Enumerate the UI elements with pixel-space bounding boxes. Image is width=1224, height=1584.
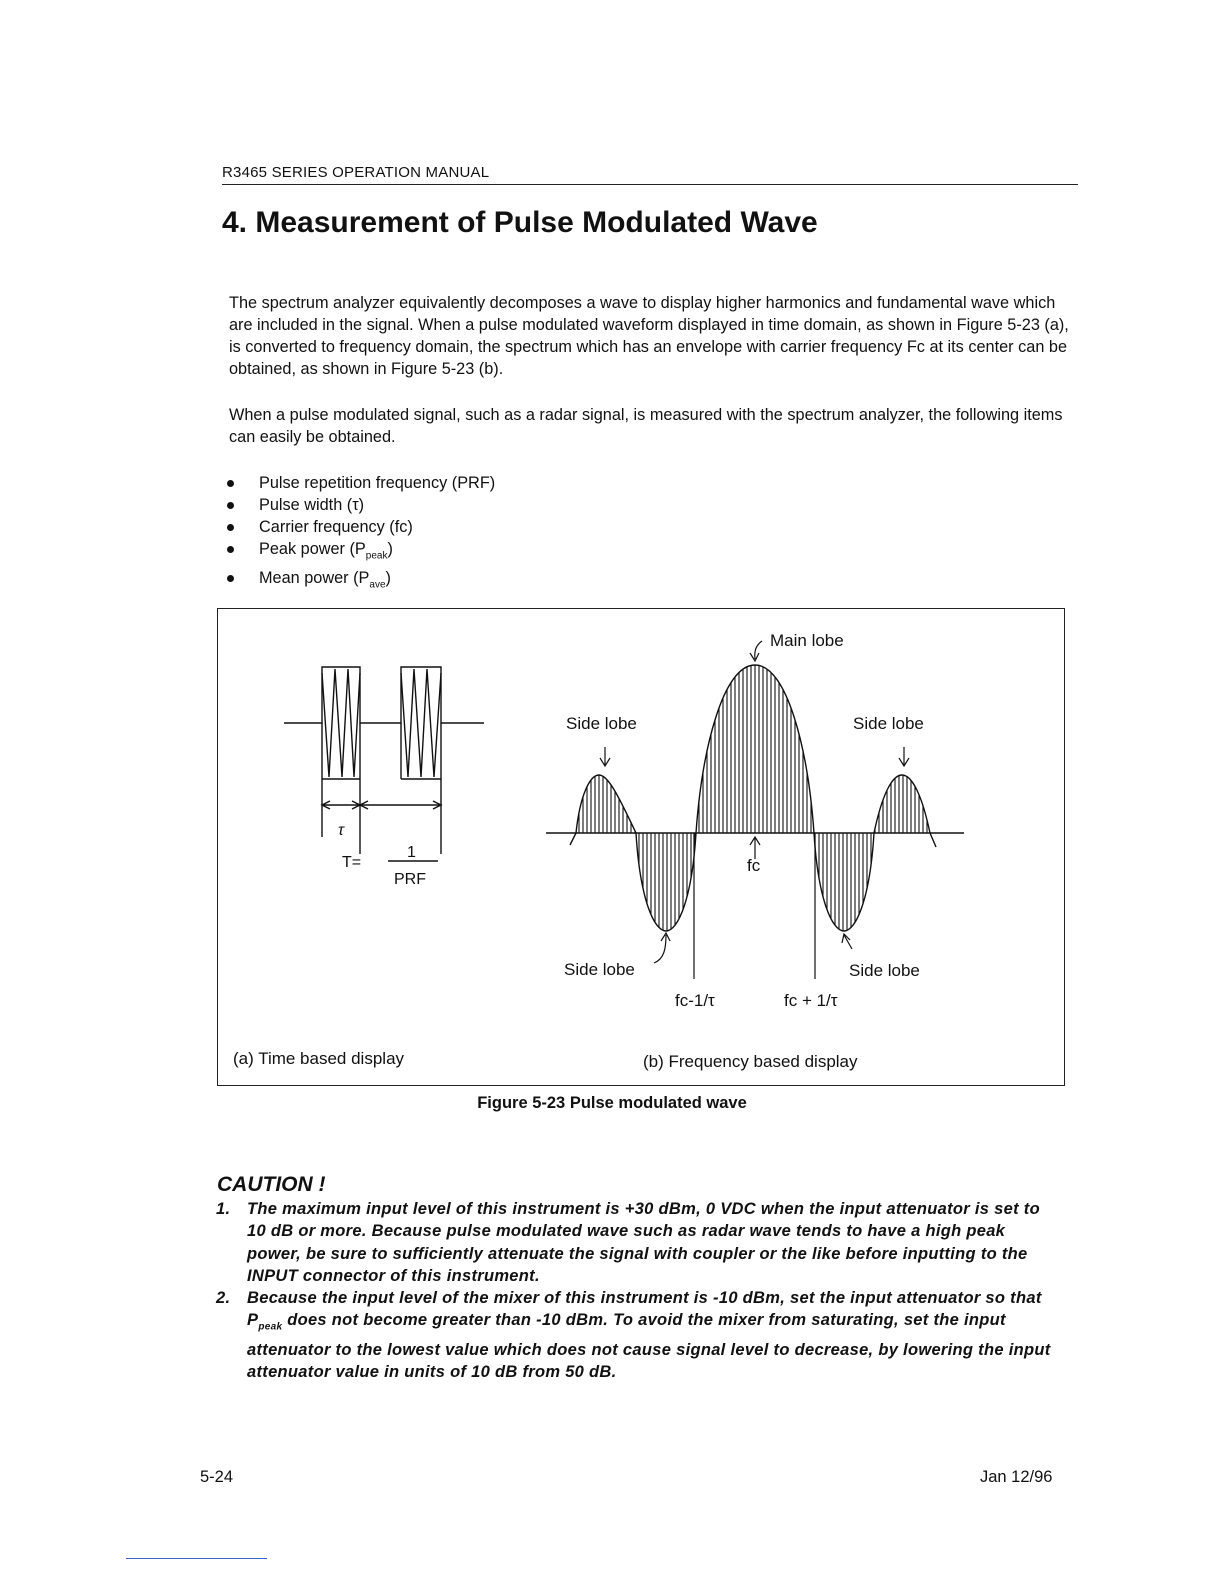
time-domain-plot [284,667,484,861]
ave-subscript: ave [369,579,386,591]
page-number: 5-24 [200,1468,234,1486]
main-lobe-label: Main lobe [770,631,844,650]
bullet-close-paren: ) [387,540,393,558]
section-title: 4. Measurement of Pulse Modulated Wave [222,206,818,239]
time-display-caption: (a) Time based display [233,1049,405,1068]
caution-text-1: The maximum input level of this instrument is +30 dBm, 0 VDC when the input attenuator is set to 10 dB or more. Because pulse modulated wave such as radar wave tends to have a high peak power, be sure to sufficiently attenuate the signal with coupler or the like before inputting to the INPUT connector of this instrument. [247,1200,1040,1285]
caution-text-2-post: does not become greater than -10 dBm. To avoid the mixer from saturating, set the input attenuator to the lowest value which does not cause signal level to decrease, by lowering the input attenuator value in units of 10 dB from 50 dB. [247,1311,1051,1382]
caution-number: 2. [216,1289,231,1308]
caution-heading: CAUTION ! [217,1173,326,1196]
main-lobe [696,665,814,833]
caution-text-2-pre: Because the input level of the mixer of this instrument is -10 dBm, set the input attenuator so that P [247,1289,1042,1330]
side-lobe-upper-right-label: Side lobe [853,714,924,733]
tail-left [570,833,576,845]
fraction-numerator: 1 [407,844,416,861]
side-lobe-ll-arrow [654,933,670,963]
side-lobe-upper-right [874,775,930,833]
figure-caption: Figure 5-23 Pulse modulated wave [477,1094,747,1112]
side-lobe-lower-right-label: Side lobe [849,961,920,980]
items-intro-paragraph: When a pulse modulated signal, such as a radar signal, is measured with the spectrum analyzer, the following items can easily be obtained. [229,406,1063,446]
figure-5-23 [217,608,1065,1086]
peak-subscript: peak [258,1321,283,1333]
caution-item [216,1287,1062,1383]
fc-label: fc [747,856,761,875]
running-header [222,164,1078,185]
frequency-domain-plot [546,641,964,979]
side-lobe-ul-arrow [600,747,610,766]
tail-right [930,833,936,847]
caution-list [216,1198,1062,1384]
revision-date: Jan 12/96 [980,1468,1053,1486]
tau-label: τ [338,822,344,839]
side-lobe-upper-left [576,775,636,833]
frequency-display-caption: (b) Frequency based display [643,1052,858,1071]
bullet-prf: Pulse repetition frequency (PRF) [259,474,496,492]
bullet-close-paren: ) [385,569,391,588]
list-item [222,516,495,538]
fc-plus-label: fc + 1/τ [784,991,838,1010]
footer-rule [126,1558,267,1559]
carrier-burst-2 [401,669,441,777]
measurement-items-list [222,472,495,597]
side-lobe-ur-arrow [899,747,909,766]
list-item [222,472,495,494]
intro-paragraph: The spectrum analyzer equivalently decomposes a wave to display higher harmonics and fundamental wave which are included in the signal. When a pulse modulated waveform displayed in time domain, as shown in Figure 5-23 (a), is converted to frequency domain, the spectrum which has an envelope with carrier frequency Fc at its center can be obtained, as shown in Figure 5-23 (b). [229,294,1069,378]
caution-item [216,1198,1062,1287]
side-lobe-lower-left [636,833,696,931]
side-lobe-upper-left-label: Side lobe [566,714,637,733]
list-item [222,538,495,567]
header-text: R3465 SERIES OPERATION MANUAL [222,164,490,181]
pulse-train-outline [284,667,484,723]
period-label: T= [342,854,362,871]
list-item [222,567,495,596]
fc-minus-label: fc-1/τ [675,991,715,1010]
bullet-mean-power: Mean power (P [259,569,370,588]
side-lobe-lower-left-label: Side lobe [564,960,635,979]
side-lobe-lr-arrow [842,934,852,949]
list-item [222,494,495,516]
bullet-carrier-frequency: Carrier frequency (fc) [259,518,413,536]
peak-subscript: peak [365,550,388,562]
carrier-burst-1 [322,669,360,777]
main-lobe-pointer [750,641,762,661]
bullet-pulse-width: Pulse width (τ) [259,496,365,514]
side-lobe-lower-right [814,833,874,931]
fraction-denominator: PRF [394,871,426,888]
caution-number: 1. [216,1200,231,1218]
bullet-peak-power: Peak power (P [259,540,366,558]
figure-drawing [218,609,1064,1085]
